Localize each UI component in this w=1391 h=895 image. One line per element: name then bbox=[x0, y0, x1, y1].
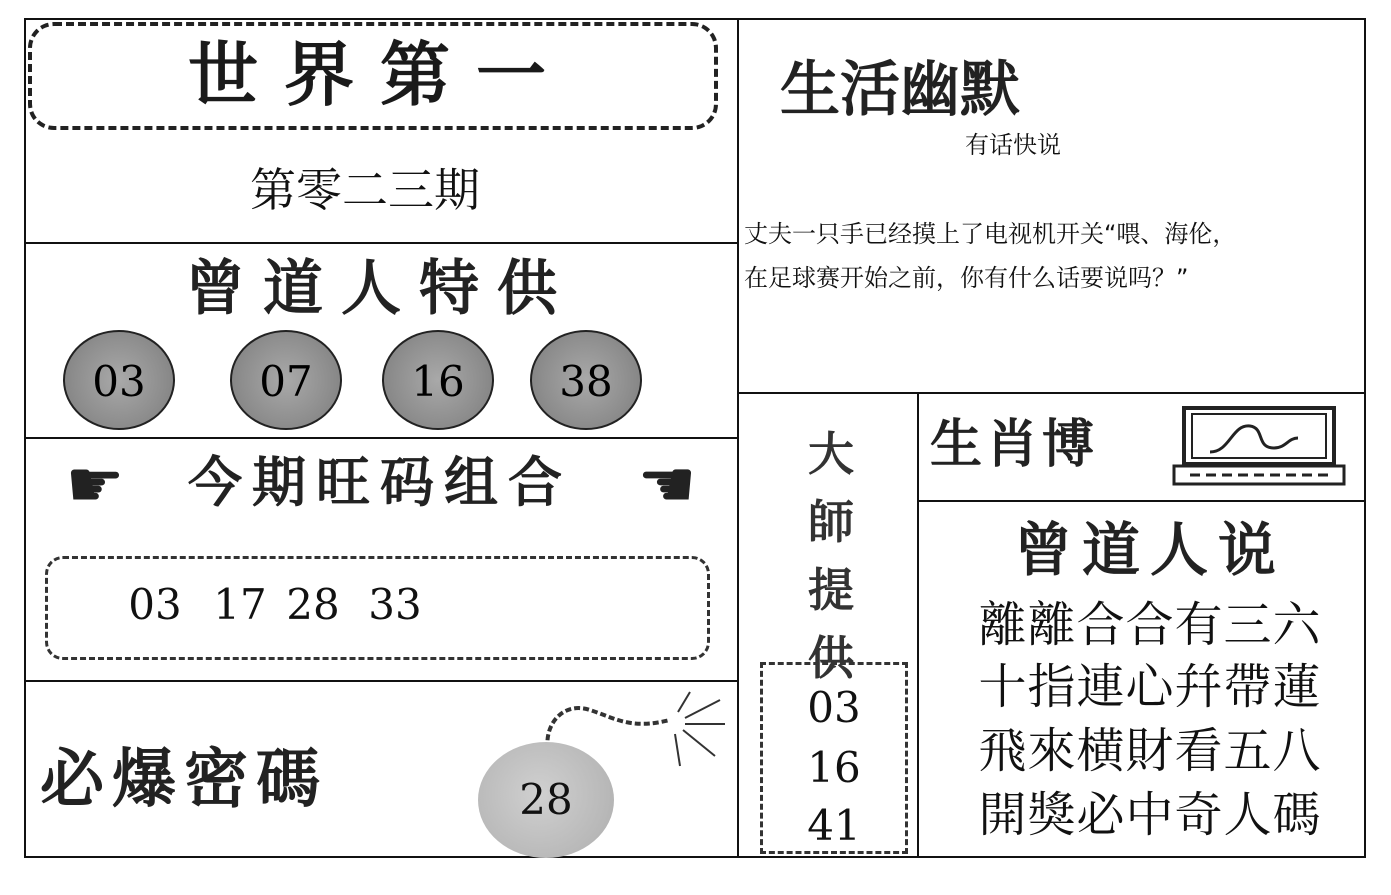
humor-text bbox=[744, 212, 1354, 302]
master-number-1: 03 bbox=[807, 683, 861, 732]
humor-text-line-2: 在足球赛开始之前，你有什么话要说吗？” bbox=[744, 264, 1189, 292]
divider-left-1 bbox=[24, 242, 738, 244]
bomb-number: 28 bbox=[478, 742, 614, 858]
divider-left-2 bbox=[24, 437, 738, 439]
master-header-char-3: 提 bbox=[808, 563, 854, 617]
combo-number-1: 03 bbox=[128, 580, 182, 629]
pointing-hand-right-icon: ☛ bbox=[65, 446, 125, 523]
page-title: 世界第一 bbox=[188, 34, 572, 116]
divider-right-2 bbox=[917, 500, 1366, 502]
divider-right-1 bbox=[737, 392, 1366, 394]
master-header bbox=[776, 420, 886, 692]
combo-header: 今期旺码组合 bbox=[188, 451, 572, 514]
master-number-3: 41 bbox=[807, 801, 861, 850]
ball-3: 16 bbox=[382, 330, 494, 430]
humor-text-line-1: 丈夫一只手已经摸上了电视机开关“喂、海伦， bbox=[744, 220, 1237, 248]
poem-line-2: 十指連心幷帶蓮 bbox=[978, 659, 1322, 715]
bomb-header: 必爆密碼 bbox=[40, 743, 328, 817]
zodiac-header: 生肖博 bbox=[930, 415, 1099, 475]
humor-header: 生活幽默 bbox=[780, 55, 1020, 125]
combo-number-2: 17 bbox=[213, 580, 267, 629]
combo-number-3: 28 bbox=[286, 580, 340, 629]
divider-right-vertical bbox=[917, 392, 919, 858]
say-header: 曾道人说 bbox=[1013, 516, 1286, 584]
poem-line-1: 離離合合有三六 bbox=[978, 597, 1322, 653]
humor-subtitle: 有话快说 bbox=[965, 131, 1061, 159]
ball-4: 38 bbox=[530, 330, 642, 430]
ball-2: 07 bbox=[230, 330, 342, 430]
master-number-2: 16 bbox=[807, 743, 861, 792]
computer-monitor-icon bbox=[1170, 404, 1348, 492]
ball-1: 03 bbox=[63, 330, 175, 430]
divider-left-3 bbox=[24, 680, 738, 682]
poem-line-4: 開獎必中奇人碼 bbox=[978, 787, 1322, 843]
poem-line-3: 飛來横財看五八 bbox=[978, 723, 1322, 779]
zdr-header: 曾道人特供 bbox=[185, 254, 575, 324]
combo-number-4: 33 bbox=[368, 580, 422, 629]
master-header-char-2: 師 bbox=[808, 495, 854, 549]
pointing-hand-left-icon: ☚ bbox=[637, 446, 697, 523]
master-header-char-4: 供 bbox=[808, 631, 854, 685]
issue-number: 第零二三期 bbox=[250, 163, 480, 217]
master-header-char-1: 大 bbox=[808, 427, 854, 481]
